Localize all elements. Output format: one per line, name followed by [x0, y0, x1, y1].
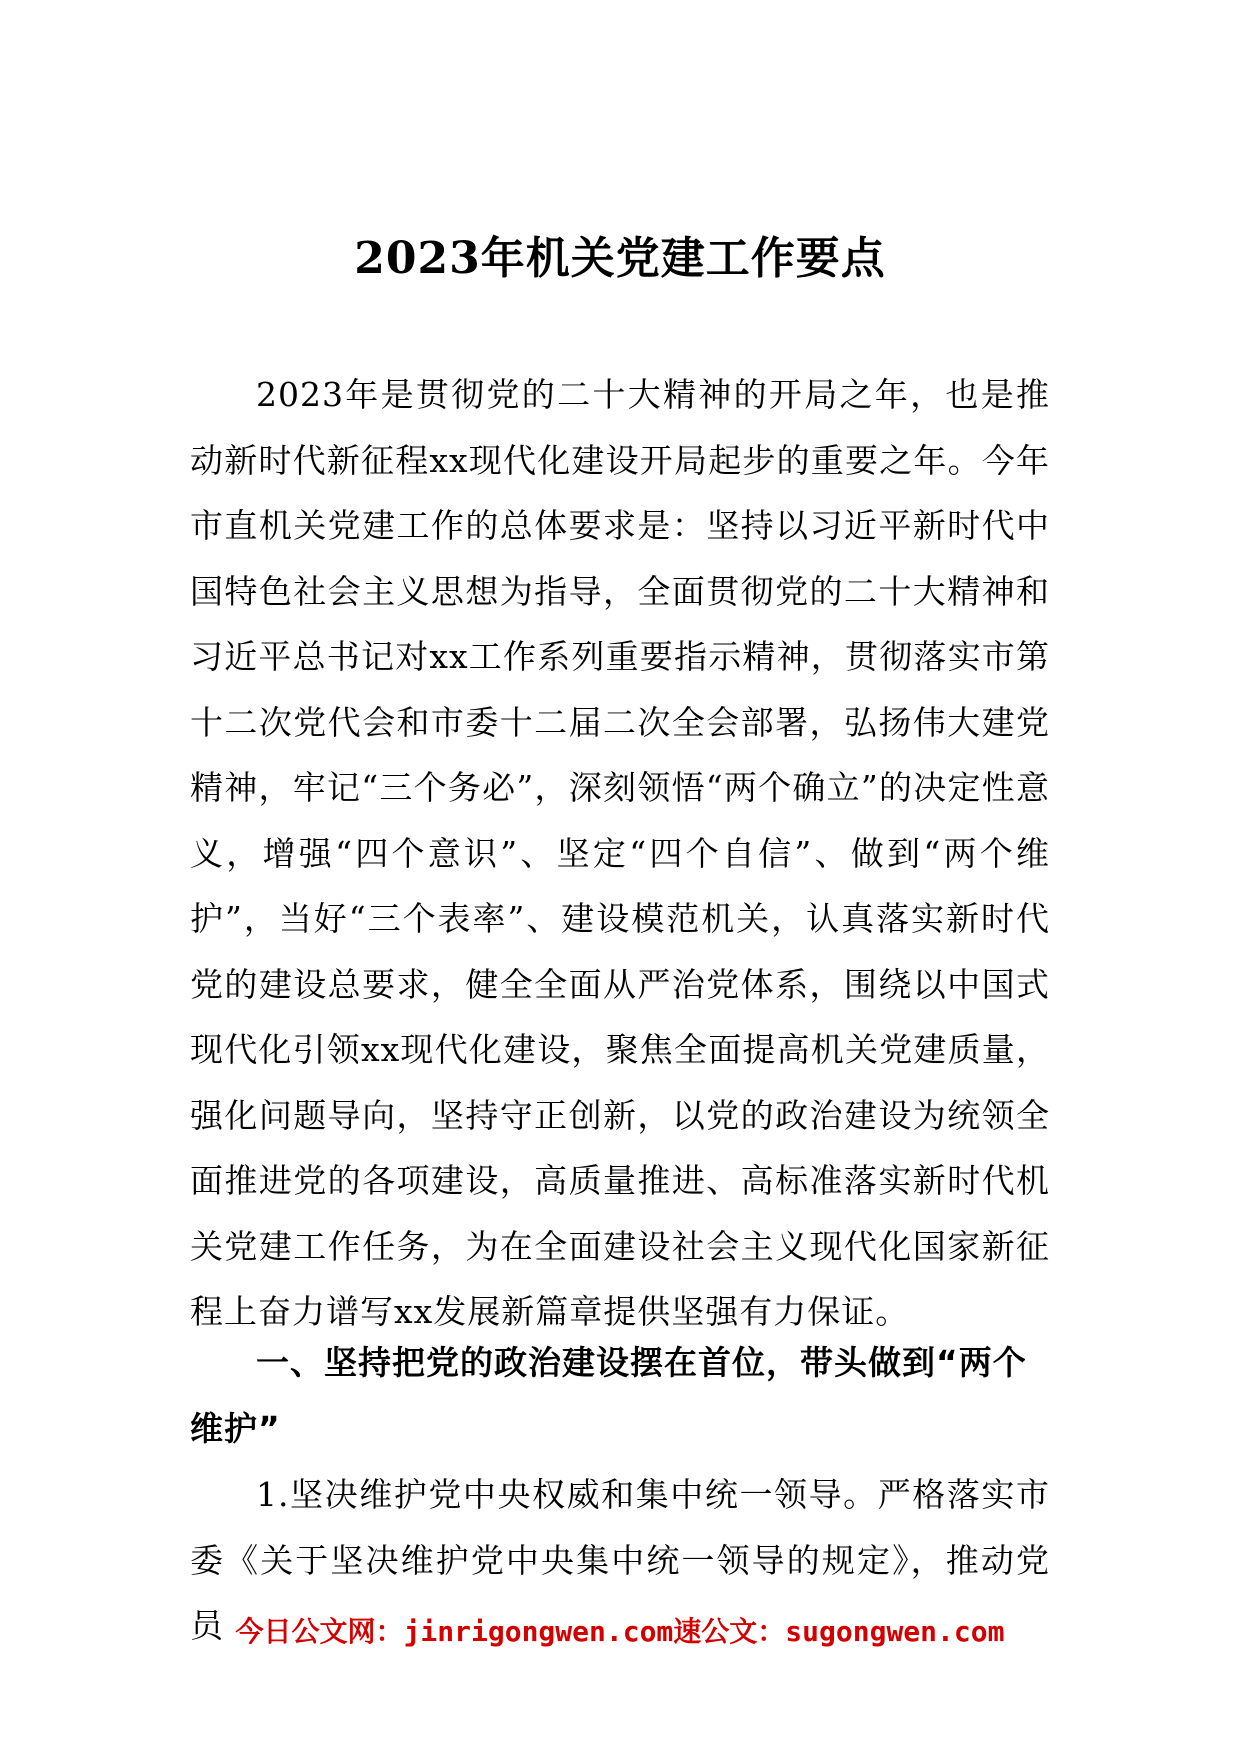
document-title: 2023年机关党建工作要点: [354, 233, 886, 285]
footer-site1-label: 今日公文网：: [235, 1615, 404, 1648]
footer-site2-label: 速公文：: [673, 1615, 786, 1648]
intro-paragraph: 2023年是贯彻党的二十大精神的开局之年，也是推动新时代新征程xx现代化建设开局起步的重要之年。今年市直机关党建工作的总体要求是：坚持以习近平新时代中国特色社会主义思想为指导，全面贯彻党的二十大精神和习近平总书记对xx工作系列重要指示精神，贯彻落实市第十二次党代会和市委十二届二次全会部署，弘扬伟大建党精神，牢记“三个务必”，深刻领悟“两个确立”的决定性意义，增强“四个意识”、坚定“四个自信”、做到“两个维护”，当好“三个表率”、建设模范机关，认真落实新时代党的建设总要求，健全全面从严治党体系，围绕以中国式现代化引领xx现代化建设，聚焦全面提高机关党建质量，强化问题导向，坚持守正创新，以党的政治建设为统领全面推进党的各项建设，高质量推进、高标准落实新时代机关党建工作任务，为在全面建设社会主义现代化国家新征程上奋力谱写xx发展新篇章提供坚强有力保证。: [190, 375, 1050, 1331]
footer-site1-url[interactable]: jinrigongwen.com: [403, 1615, 674, 1648]
section-1-item-1-paragraph: 1.坚决维护党中央权威和集中统一领导。严格落实市委《关于坚决维护党中央集中统一领导的规定》，推动党员: [190, 1475, 1050, 1645]
footer-watermark: [0, 1612, 1240, 1652]
footer-site2-url[interactable]: sugongwen.com: [785, 1615, 1005, 1648]
section-heading-1: 一、坚持把党的政治建设摆在首位，带头做到“两个维护”: [190, 1343, 1027, 1448]
